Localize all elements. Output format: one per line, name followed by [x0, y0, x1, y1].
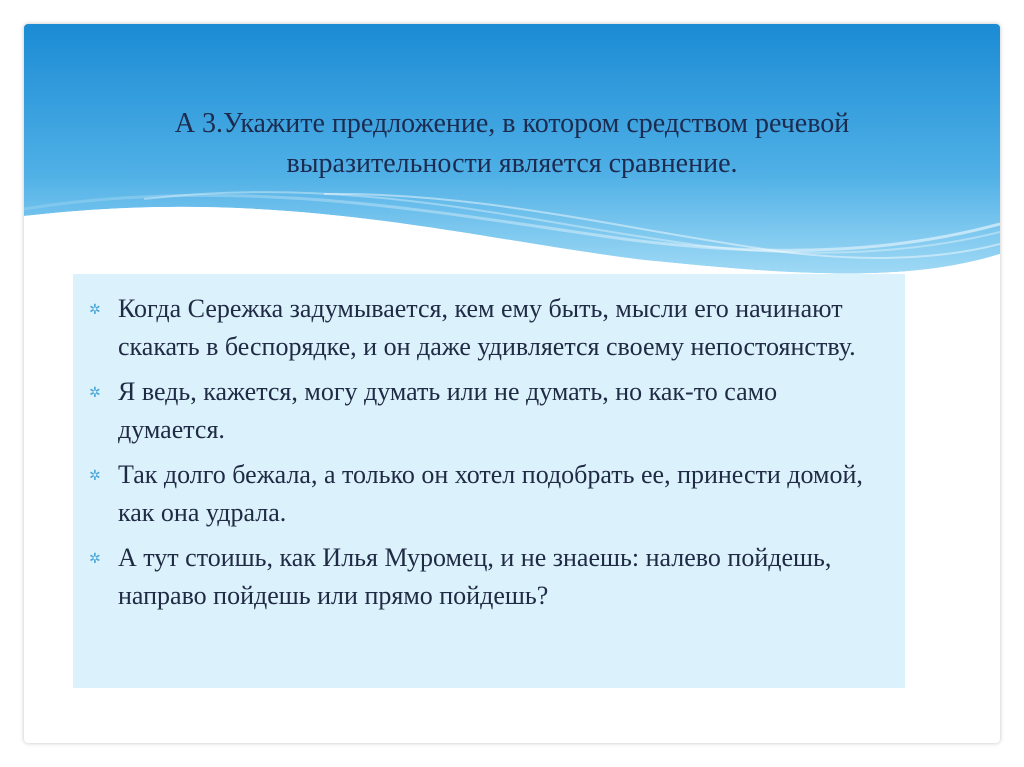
- bullet-item: [89, 290, 865, 366]
- bullet-item: [89, 373, 865, 449]
- bullet-text: Я ведь, кажется, могу думать или не думать, но как-то само думается.: [118, 377, 778, 444]
- bullet-text: Когда Сережка задумывается, кем ему быть, мысли его начинают скакать в беспорядке, и он даже удивляется своему непостоянству.: [118, 294, 856, 361]
- bullet-item: [89, 456, 865, 532]
- bullet-item: [89, 539, 865, 615]
- asterisk-icon: ✲: [89, 551, 101, 567]
- bullet-text: А тут стоишь, как Илья Муромец, и не знаешь: налево пойдешь, направо пойдешь или прямо пойдешь?: [118, 543, 832, 610]
- content-box: [73, 274, 905, 688]
- title-line-2: выразительности является сравнение.: [286, 148, 738, 179]
- bullet-list: [89, 290, 865, 615]
- asterisk-icon: ✲: [89, 302, 101, 318]
- asterisk-icon: ✲: [89, 468, 101, 484]
- slide-title: [64, 104, 960, 184]
- title-line-1: А 3.Укажите предложение, в котором средством речевой: [174, 108, 850, 139]
- bullet-text: Так долго бежала, а только он хотел подобрать ее, принести домой, как она удрала.: [118, 460, 863, 527]
- asterisk-icon: ✲: [89, 385, 101, 401]
